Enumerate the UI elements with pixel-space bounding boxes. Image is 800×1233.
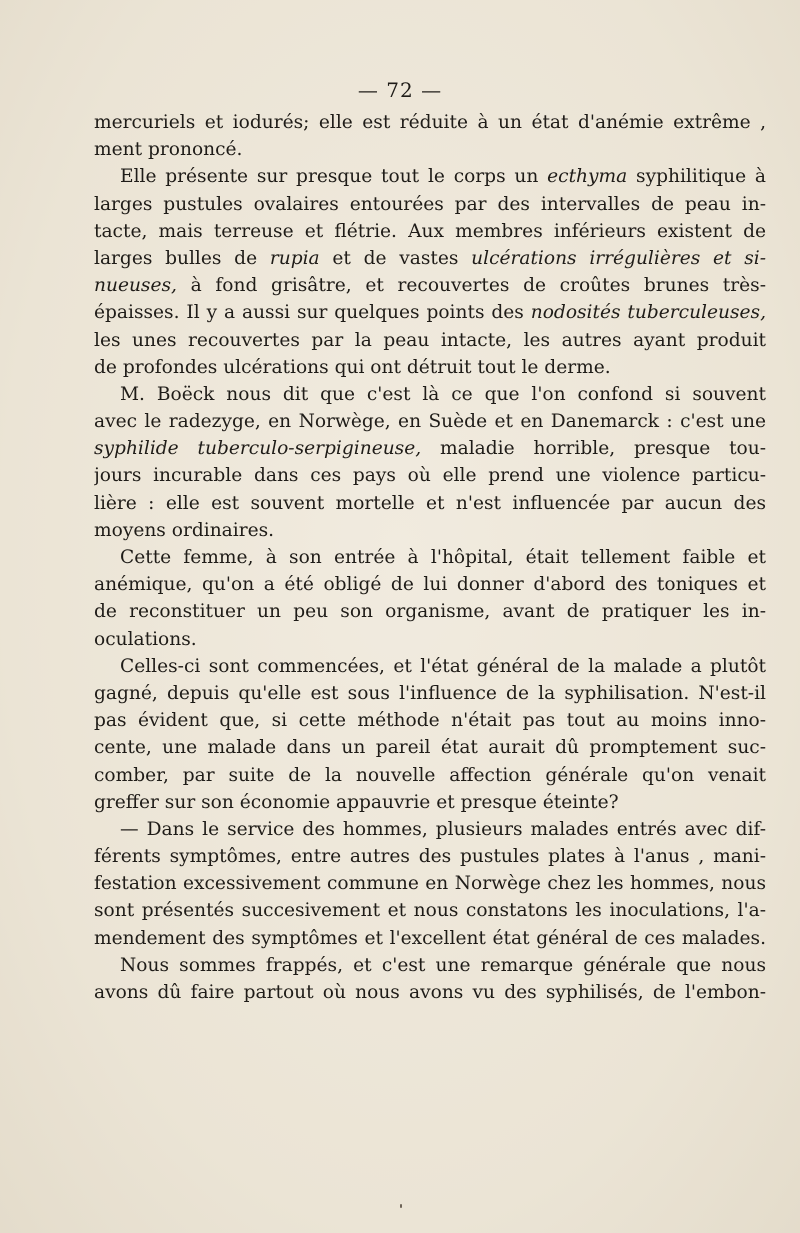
text-line: [94, 462, 766, 489]
text-line: [94, 435, 766, 462]
text-segment: gagné, depuis qu'elle est sous l'influence de la syphilisation. N'est-il: [94, 682, 766, 704]
text-segment: tacte, mais terreuse et flétrie. Aux membres inférieurs existent de: [94, 220, 766, 242]
text-segment: ment prononcé.: [94, 139, 243, 161]
text-line: [94, 680, 766, 707]
text-line: [94, 381, 766, 408]
text-segment: larges bulles de: [94, 247, 270, 269]
text-segment: greffer sur son économie appauvrie et presque éteinte?: [94, 791, 619, 813]
text-line: [94, 490, 766, 517]
text-line: [94, 571, 766, 598]
text-segment: mendement des symptômes et l'excellent état général de ces malades.: [94, 927, 766, 949]
text-segment: Elle présente sur presque tout le corps un: [120, 166, 548, 188]
italic-text: rupia: [269, 247, 320, 269]
text-line: [94, 789, 766, 816]
text-segment: syphilitique à: [627, 166, 766, 188]
text-segment: épaisses. Il y a aussi sur quelques points des: [94, 302, 531, 324]
text-line: [94, 272, 766, 299]
italic-text: syphilide tuberculo-serpigineuse,: [94, 438, 422, 460]
text-segment: moyens ordinaires.: [94, 519, 275, 541]
text-segment: Cette femme, à son entrée à l'hôpital, était tellement faible et: [120, 547, 766, 568]
paper-speck: [400, 1204, 402, 1208]
text-line: [94, 408, 766, 435]
text-segment: jours incurable dans ces pays où elle prend une violence particu-: [94, 465, 766, 487]
text-line: [94, 653, 766, 680]
text-line: [94, 299, 766, 326]
text-line: [94, 598, 766, 625]
text-segment: de reconstituer un peu son organisme, avant de pratiquer les in-: [94, 601, 766, 623]
text-line: [94, 843, 766, 870]
text-segment: Nous sommes frappés, et c'est une remarque générale que nous: [120, 954, 766, 976]
text-segment: avons dû faire partout où nous avons vu des syphilisés, de l'embon-: [94, 982, 766, 1003]
text-segment: les unes recouvertes par la peau intacte, les autres ayant produit: [94, 329, 766, 351]
text-line: [94, 517, 766, 544]
text-segment: cente, une malade dans un pareil état aurait dû promptement suc-: [94, 737, 766, 759]
text-segment: lière : elle est souvent mortelle et n'est influencée par aucun des: [94, 492, 766, 514]
text-line: [94, 354, 766, 381]
text-segment: et de vastes: [319, 247, 472, 269]
text-line: [94, 816, 766, 843]
text-line: [94, 762, 766, 789]
text-segment: comber, par suite de la nouvelle affection générale qu'on venait: [94, 764, 766, 786]
text-segment: férents symptômes, entre autres des pustules plates à l'anus , mani-: [94, 846, 766, 868]
text-line: [94, 327, 766, 354]
text-line: [94, 897, 766, 924]
text-segment: avec le radezyge, en Norwège, en Suède et en Danemarck : c'est une: [94, 411, 766, 433]
text-line: [94, 979, 766, 1006]
text-line: [94, 191, 766, 218]
text-line: [94, 218, 766, 245]
text-segment: à fond grisâtre, et recouvertes de croûtes brunes très-: [176, 275, 766, 297]
italic-text: ecthyma: [547, 166, 628, 188]
text-segment: de profondes ulcérations qui ont détruit tout le derme.: [94, 356, 611, 378]
text-segment: maladie horrible, presque tou-: [421, 438, 766, 460]
italic-text: nueuses,: [94, 275, 177, 297]
text-segment: festation excessivement commune en Norwège chez les hommes, nous: [94, 873, 766, 895]
body-text: [94, 109, 766, 1006]
text-line: [94, 952, 766, 979]
page-number: — 72 —: [357, 78, 443, 102]
text-line: [94, 707, 766, 734]
text-segment: mercuriels et iodurés; elle est réduite à un état d'anémie extrême ,: [94, 112, 766, 133]
text-line: [94, 109, 766, 136]
text-line: [94, 163, 766, 190]
italic-text: nodosités tuberculeuses,: [530, 302, 766, 324]
text-segment: anémique, qu'on a été obligé de lui donner d'abord des toniques et: [94, 574, 766, 596]
text-line: [94, 245, 766, 272]
text-line: [94, 734, 766, 761]
text-line: [94, 544, 766, 571]
text-segment: sont présentés succesivement et nous constatons les inoculations, l'a-: [94, 900, 766, 922]
text-segment: Celles-ci sont commencées, et l'état général de la malade a plutôt: [120, 655, 766, 677]
text-segment: pas évident que, si cette méthode n'était pas tout au moins inno-: [94, 710, 766, 732]
text-line: [94, 925, 766, 952]
text-line: [94, 626, 766, 653]
italic-text: ulcérations irrégulières et si-: [471, 247, 766, 269]
text-segment: — Dans le service des hommes, plusieurs malades entrés avec dif-: [120, 818, 766, 840]
text-segment: larges pustules ovalaires entourées par des intervalles de peau in-: [94, 193, 766, 215]
text-segment: M. Boëck nous dit que c'est là ce que l'on confond si souvent: [120, 383, 766, 405]
text-segment: oculations.: [94, 628, 197, 650]
text-line: [94, 870, 766, 897]
text-line: [94, 136, 766, 163]
